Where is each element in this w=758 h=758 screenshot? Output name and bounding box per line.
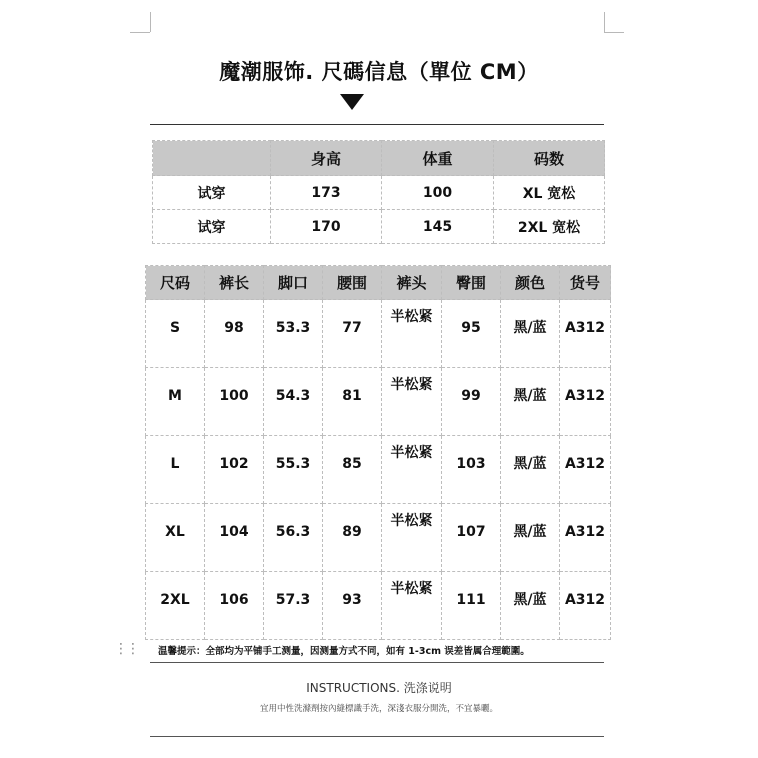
table-cell: 99 (442, 368, 501, 436)
table-cell: 170 (271, 210, 382, 244)
table-cell: 95 (442, 300, 501, 368)
size-header-cell: 裤长 (205, 266, 264, 300)
size-header-cell: 脚口 (264, 266, 323, 300)
size-header-cell: 裤头 (382, 266, 442, 300)
table-cell: 85 (323, 436, 382, 504)
table-cell: L (146, 436, 205, 504)
table-cell: 106 (205, 572, 264, 640)
size-header-cell: 臀围 (442, 266, 501, 300)
table-cell: A312 (560, 436, 611, 504)
tryon-header-cell (153, 141, 271, 176)
table-row (153, 176, 605, 210)
table-cell: A312 (560, 300, 611, 368)
divider-bottom (150, 736, 604, 737)
table-row (146, 504, 611, 572)
table-cell: 102 (205, 436, 264, 504)
tryon-header-cell: 身高 (271, 141, 382, 176)
size-table (145, 265, 611, 640)
tryon-header-cell: 体重 (382, 141, 494, 176)
tryon-table (152, 140, 605, 244)
table-cell: 103 (442, 436, 501, 504)
instructions-text: 宜用中性洗滌劑按內縫標識手洗，深淺衣服分開洗，不宜暴曬。 (259, 704, 498, 714)
table-cell: 半松紧 (382, 368, 442, 436)
divider-middle (150, 662, 604, 663)
down-arrow-icon (340, 94, 364, 110)
table-cell: 93 (323, 572, 382, 640)
crop-mark-top-left-horizontal (130, 32, 150, 33)
table-cell: 56.3 (264, 504, 323, 572)
page-title: 魔潮服饰. 尺碼信息（單位 CM） (219, 60, 539, 84)
crop-mark-top-right-horizontal (604, 32, 624, 33)
table-row (153, 210, 605, 244)
size-header-cell: 尺码 (146, 266, 205, 300)
table-cell: XL (146, 504, 205, 572)
table-cell: 98 (205, 300, 264, 368)
table-row (146, 368, 611, 436)
table-cell: 试穿 (153, 210, 271, 244)
table-cell: S (146, 300, 205, 368)
crop-mark-top-left-vertical (150, 12, 151, 32)
table-cell: 2XL 宽松 (494, 210, 605, 244)
table-cell: XL 宽松 (494, 176, 605, 210)
table-cell: 半松紧 (382, 436, 442, 504)
table-cell: 100 (205, 368, 264, 436)
table-cell: 81 (323, 368, 382, 436)
table-cell: 试穿 (153, 176, 271, 210)
measurement-note: 温馨提示：全部均为平铺手工测量，因测量方式不同，如有 1-3cm 误差皆属合理範圍。 (158, 646, 530, 657)
table-cell: A312 (560, 504, 611, 572)
instructions-title: INSTRUCTIONS. 洗涤说明 (306, 681, 452, 695)
drag-handle-icon[interactable]: ⋮⋮ (114, 641, 138, 657)
tryon-header-row (153, 141, 605, 176)
table-cell: 黑/蓝 (501, 436, 560, 504)
size-header-cell: 货号 (560, 266, 611, 300)
table-cell: 半松紧 (382, 504, 442, 572)
table-row (146, 572, 611, 640)
size-header-cell: 颜色 (501, 266, 560, 300)
table-row (146, 300, 611, 368)
table-cell: 半松紧 (382, 572, 442, 640)
divider-top (150, 124, 604, 125)
table-cell: 57.3 (264, 572, 323, 640)
table-cell: 黑/蓝 (501, 572, 560, 640)
table-cell: 54.3 (264, 368, 323, 436)
table-cell: 55.3 (264, 436, 323, 504)
table-cell: 黑/蓝 (501, 368, 560, 436)
size-header-row (146, 266, 611, 300)
table-cell: 77 (323, 300, 382, 368)
table-row (146, 436, 611, 504)
table-cell: 111 (442, 572, 501, 640)
table-cell: A312 (560, 368, 611, 436)
table-cell: 2XL (146, 572, 205, 640)
size-header-cell: 腰围 (323, 266, 382, 300)
table-cell: 89 (323, 504, 382, 572)
table-cell: 100 (382, 176, 494, 210)
table-cell: A312 (560, 572, 611, 640)
table-cell: 53.3 (264, 300, 323, 368)
table-cell: 107 (442, 504, 501, 572)
table-cell: 黑/蓝 (501, 504, 560, 572)
table-cell: 173 (271, 176, 382, 210)
crop-mark-top-right-vertical (604, 12, 605, 32)
table-cell: M (146, 368, 205, 436)
table-cell: 145 (382, 210, 494, 244)
table-cell: 半松紧 (382, 300, 442, 368)
tryon-header-cell: 码数 (494, 141, 605, 176)
table-cell: 104 (205, 504, 264, 572)
table-cell: 黑/蓝 (501, 300, 560, 368)
